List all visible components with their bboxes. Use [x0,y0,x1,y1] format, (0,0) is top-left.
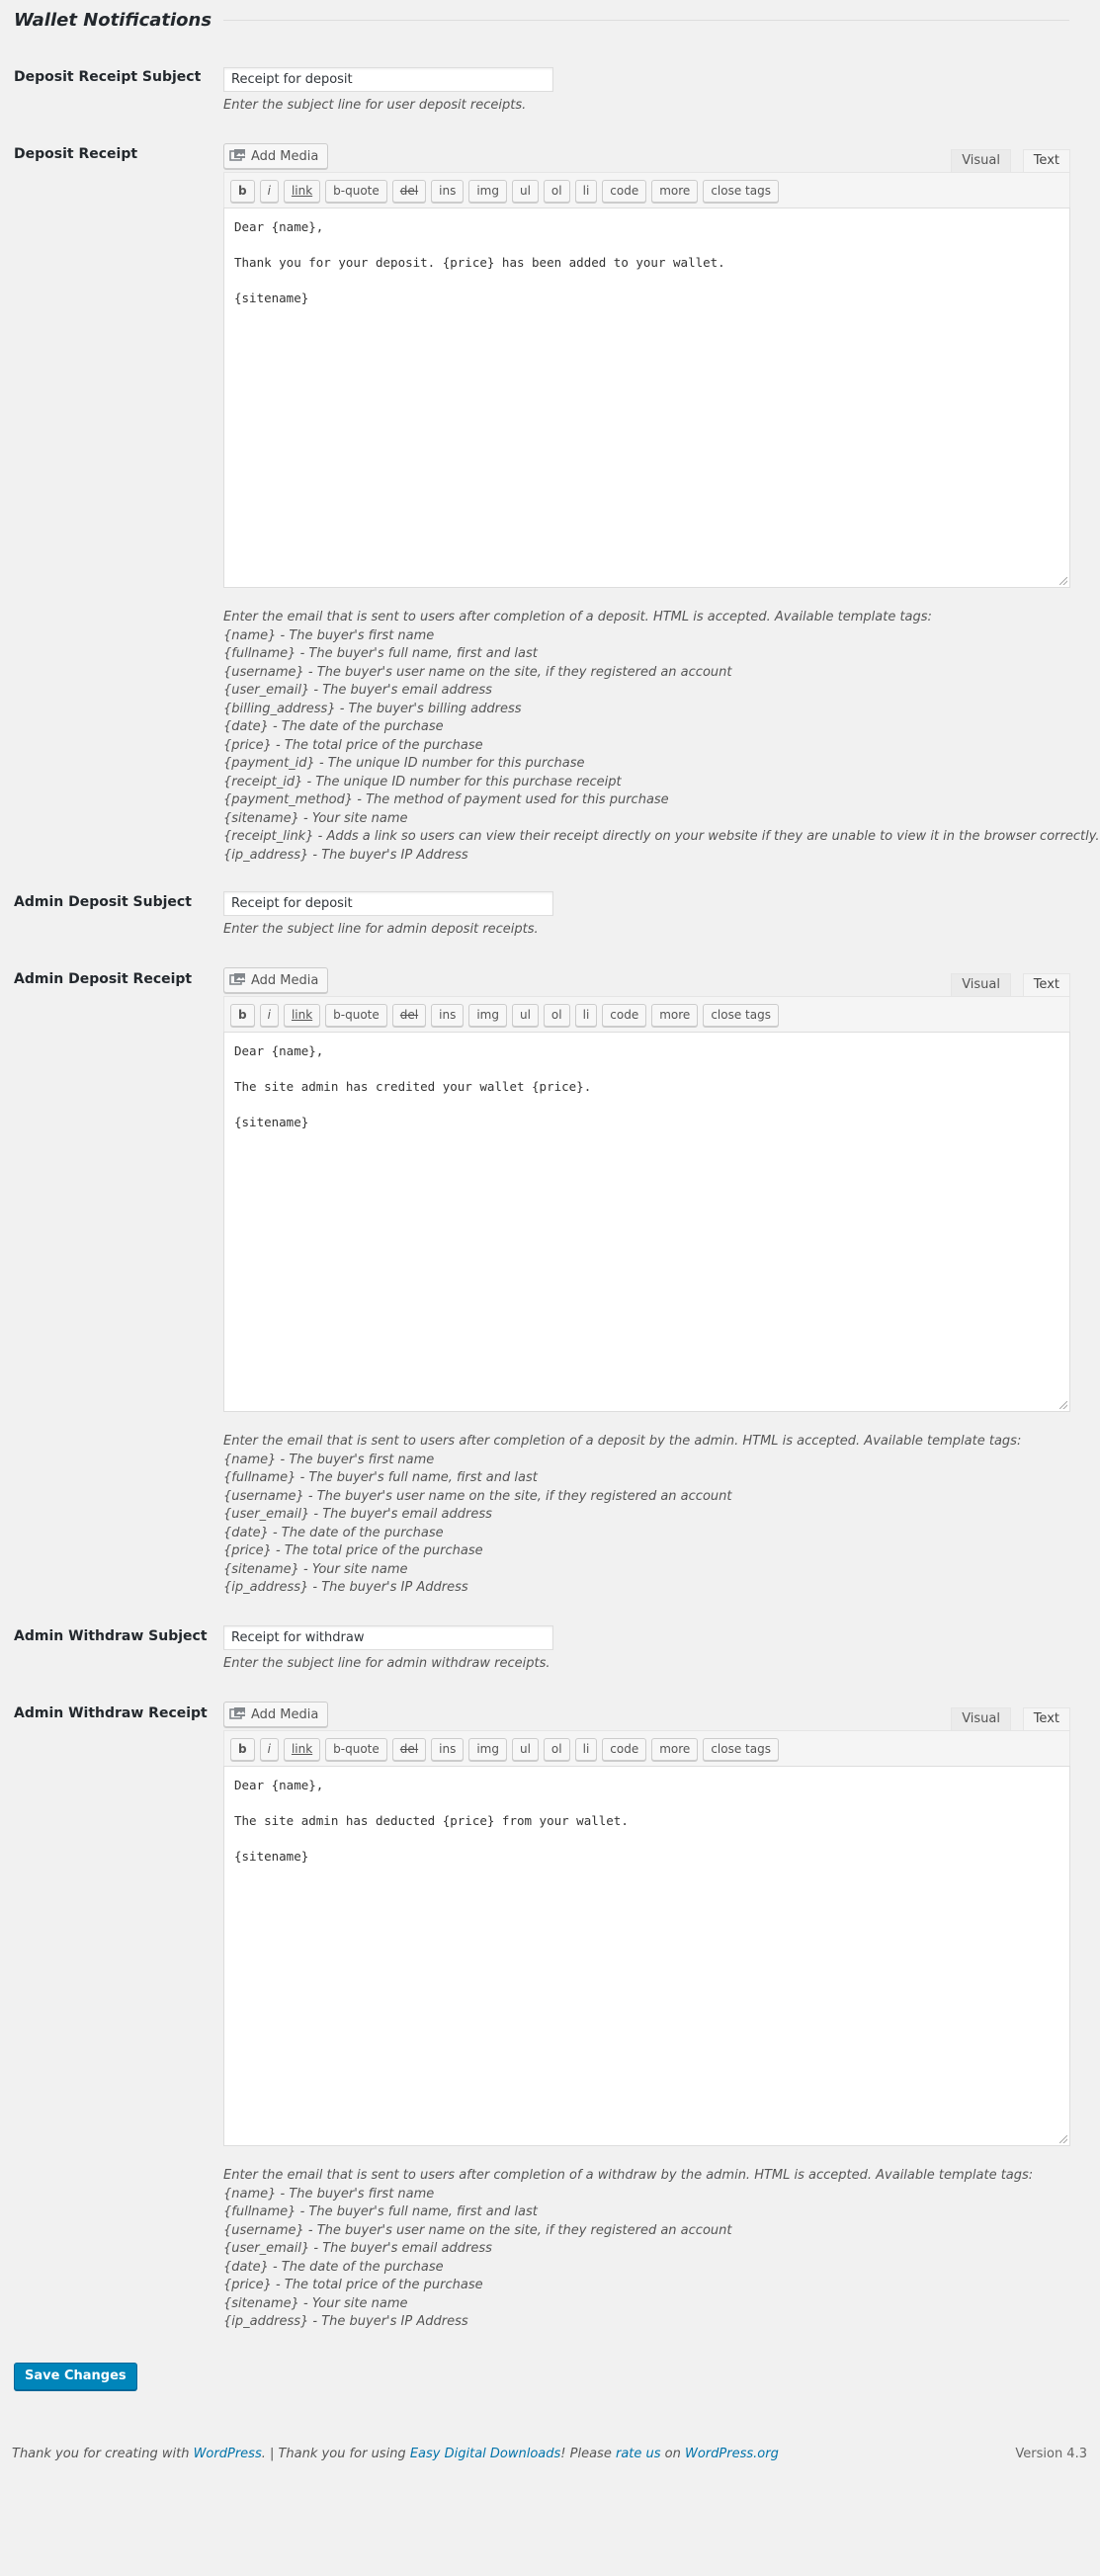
help-line: {name} - The buyer's first name [223,627,435,643]
media-icon [229,1706,247,1722]
admin-withdraw-subject-input[interactable]: Receipt for withdraw [223,1625,553,1650]
qt-img-button[interactable]: img [468,180,507,203]
textarea-line: The site admin has credited your wallet {price}. [234,1079,592,1094]
help-line: {name} - The buyer's first name [223,1452,435,1467]
help-line: {price} - The total price of the purchase [223,2278,483,2292]
qt-img-button[interactable]: img [468,1738,507,1761]
wordpress-link[interactable]: WordPress [193,2447,262,2461]
deposit-receipt-help [223,609,1100,865]
help-line: {sitename} - Your site name [223,2295,408,2311]
media-icon [229,148,247,164]
help-line: {payment_id} - The unique ID number for this purchase [223,756,585,771]
qt-blockquote-button[interactable]: b-quote [325,180,387,203]
textarea-line [234,1830,1059,1848]
textarea-line: Dear {name}, [234,219,324,234]
help-line: {user_email} - The buyer's email address [223,683,492,698]
qt-ol-button[interactable]: ol [544,180,570,203]
qt-more-button[interactable]: more [651,1004,698,1027]
qt-code-button[interactable]: code [602,180,646,203]
quicktags-toolbar [223,172,1070,208]
qt-link-button[interactable]: link [284,180,320,203]
admin-deposit-receipt-label: Admin Deposit Receipt [14,971,193,987]
help-line: {date} - The date of the purchase [223,2259,444,2275]
qt-italic-button[interactable]: i [260,1004,279,1027]
admin-deposit-receipt-help [223,1433,1021,1598]
resize-handle[interactable] [1059,2135,1067,2143]
add-media-label: Add Media [251,148,319,164]
qt-ol-button[interactable]: ol [544,1004,570,1027]
help-line: Enter the email that is sent to users after completion of a withdraw by the admin. HTML is accepted. Available template tags: [223,2168,1034,2183]
textarea-line: {sitename} [234,1115,309,1129]
admin-withdraw-receipt-label: Admin Withdraw Receipt [14,1705,208,1721]
deposit-subject-input[interactable]: Receipt for deposit [223,67,553,92]
help-line: {name} - The buyer's first name [223,2186,435,2202]
help-line: {user_email} - The buyer's email address [223,2241,492,2256]
add-media-button[interactable] [223,1702,328,1727]
tab-text[interactable]: Text [1023,149,1070,173]
qt-italic-button[interactable]: i [260,1738,279,1761]
wordpress-org-link[interactable]: WordPress.org [685,2447,779,2461]
help-line: Enter the email that is sent to users after completion of a deposit by the admin. HTML is accepted. Available template tags: [223,1434,1022,1449]
quicktags-toolbar [223,996,1070,1032]
header-divider [223,20,1069,21]
media-icon [229,972,247,988]
textarea-line [234,236,1059,254]
qt-blockquote-button[interactable]: b-quote [325,1738,387,1761]
admin-deposit-subject-input[interactable]: Receipt for deposit [223,891,553,916]
qt-del-button[interactable]: del [392,180,426,203]
textarea-line [234,1060,1059,1078]
deposit-subject-label: Deposit Receipt Subject [14,69,202,85]
help-line: {username} - The buyer's user name on the site, if they registered an account [223,1488,732,1504]
textarea-line: The site admin has deducted {price} from your wallet. [234,1813,629,1828]
textarea-line [234,1794,1059,1812]
qt-bold-button[interactable]: b [230,1738,255,1761]
qt-del-button[interactable]: del [392,1004,426,1027]
help-line: {billing_address} - The buyer's billing address [223,701,522,716]
rate-us-link[interactable]: rate us [615,2447,661,2461]
resize-handle[interactable] [1059,577,1067,585]
qt-ul-button[interactable]: ul [512,1004,539,1027]
qt-bold-button[interactable]: b [230,180,255,203]
textarea-line: Dear {name}, [234,1043,324,1058]
help-line: {receipt_id} - The unique ID number for this purchase receipt [223,774,622,789]
qt-bold-button[interactable]: b [230,1004,255,1027]
help-line: {date} - The date of the purchase [223,719,444,734]
help-line: {ip_address} - The buyer's IP Address [223,1580,468,1595]
admin-withdraw-subject-description: Enter the subject line for admin withdraw receipts. [223,1656,550,1671]
tab-visual[interactable]: Visual [951,973,1011,996]
qt-blockquote-button[interactable]: b-quote [325,1004,387,1027]
qt-del-button[interactable]: del [392,1738,426,1761]
qt-li-button[interactable]: li [575,1004,598,1027]
add-media-button[interactable] [223,143,328,169]
admin-deposit-subject-description: Enter the subject line for admin deposit receipts. [223,922,539,937]
save-changes-button[interactable]: Save Changes [14,2363,137,2390]
textarea-line: {sitename} [234,291,309,305]
qt-ins-button[interactable]: ins [431,180,464,203]
help-line: {payment_method} - The method of payment used for this purchase [223,792,669,807]
help-line: {username} - The buyer's user name on the site, if they registered an account [223,664,732,680]
textarea-line: Thank you for your deposit. {price} has been added to your wallet. [234,255,725,270]
tab-visual[interactable]: Visual [951,149,1011,172]
qt-link-button[interactable]: link [284,1738,320,1761]
tab-text[interactable]: Text [1023,973,1070,997]
help-line: {price} - The total price of the purchase [223,1543,483,1558]
deposit-receipt-label: Deposit Receipt [14,146,138,162]
qt-code-button[interactable]: code [602,1004,646,1027]
qt-more-button[interactable]: more [651,180,698,203]
qt-ins-button[interactable]: ins [431,1738,464,1761]
footer-text: Thank you for creating with [12,2447,194,2461]
qt-more-button[interactable]: more [651,1738,698,1761]
qt-li-button[interactable]: li [575,180,598,203]
help-line: {username} - The buyer's user name on the site, if they registered an account [223,2222,732,2238]
admin-deposit-receipt-textarea[interactable] [223,1032,1070,1412]
add-media-button[interactable] [223,967,328,993]
help-line: Enter the email that is sent to users after completion of a deposit. HTML is accepted. Available template tags: [223,610,932,624]
footer-text: . | Thank you for using [261,2447,410,2461]
help-line: {receipt_link} - Adds a link so users can view their receipt directly on your website if they are unable to view it in the browser correctly. [223,829,1100,844]
qt-ins-button[interactable]: ins [431,1004,464,1027]
qt-close-tags-button[interactable]: close tags [703,180,779,203]
quicktags-toolbar [223,1730,1070,1766]
help-line: {fullname} - The buyer's full name, first and last [223,1470,538,1485]
help-line: {fullname} - The buyer's full name, first and last [223,646,538,661]
tab-visual[interactable]: Visual [951,1707,1011,1730]
help-line: {sitename} - Your site name [223,810,408,826]
resize-handle[interactable] [1059,1401,1067,1409]
help-line: {fullname} - The buyer's full name, first and last [223,2204,538,2219]
admin-withdraw-subject-label: Admin Withdraw Subject [14,1628,208,1644]
help-line: {sitename} - Your site name [223,1561,408,1577]
edd-link[interactable]: Easy Digital Downloads [409,2447,561,2461]
qt-italic-button[interactable]: i [260,180,279,203]
qt-ul-button[interactable]: ul [512,180,539,203]
qt-img-button[interactable]: img [468,1004,507,1027]
admin-withdraw-receipt-textarea[interactable] [223,1766,1070,2146]
add-media-label: Add Media [251,1706,319,1722]
help-line: {price} - The total price of the purchase [223,737,483,753]
textarea-line [234,272,1059,290]
qt-ol-button[interactable]: ol [544,1738,570,1761]
help-line: {user_email} - The buyer's email address [223,1507,492,1522]
footer-text: on [660,2447,685,2461]
qt-li-button[interactable]: li [575,1738,598,1761]
admin-deposit-subject-label: Admin Deposit Subject [14,894,192,910]
help-line: {date} - The date of the purchase [223,1525,444,1540]
qt-close-tags-button[interactable]: close tags [703,1004,779,1027]
deposit-subject-description: Enter the subject line for user deposit receipts. [223,98,527,113]
add-media-label: Add Media [251,972,319,988]
textarea-line [234,1096,1059,1114]
qt-ul-button[interactable]: ul [512,1738,539,1761]
qt-code-button[interactable]: code [602,1738,646,1761]
help-line: {ip_address} - The buyer's IP Address [223,847,468,863]
deposit-receipt-textarea[interactable] [223,208,1070,588]
qt-link-button[interactable]: link [284,1004,320,1027]
tab-text[interactable]: Text [1023,1707,1070,1731]
footer-text: ! Please [560,2447,616,2461]
admin-withdraw-receipt-help [223,2167,1033,2332]
qt-close-tags-button[interactable]: close tags [703,1738,779,1761]
textarea-line: Dear {name}, [234,1778,324,1792]
section-title: Wallet Notifications [14,10,212,31]
footer-credits [12,2447,779,2461]
textarea-line: {sitename} [234,1849,309,1864]
help-line: {ip_address} - The buyer's IP Address [223,2314,468,2329]
version-label: Version 4.3 [1015,2447,1087,2461]
